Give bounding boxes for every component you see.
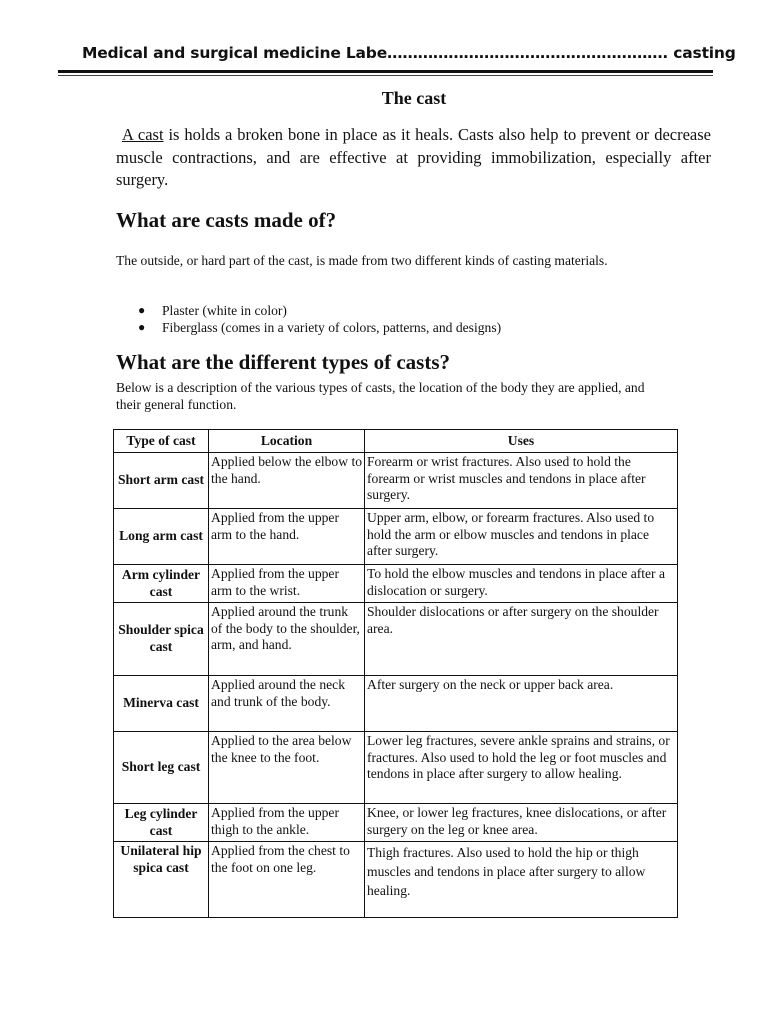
types-paragraph: Below is a description of the various types of casts, the location of the body they are applied, and their general function.	[116, 380, 645, 412]
intro-link-text: A cast	[122, 125, 164, 144]
page-header-title: Medical and surgical medicine Labe………………………………………………. casting	[82, 44, 736, 62]
bullet-icon: ●	[138, 320, 146, 334]
cell-uses: Upper arm, elbow, or forearm fractures. Also used to hold the arm or elbow muscles and tendons in place after surgery.	[365, 509, 678, 565]
section-heading-types: What are the different types of casts?	[116, 350, 451, 374]
table-row	[114, 804, 678, 842]
intro-paragraph	[116, 124, 711, 192]
column-header-uses: Uses	[365, 430, 678, 453]
cell-type: Leg cylinder cast	[114, 804, 209, 842]
table-row	[114, 565, 678, 603]
cell-type: Short arm cast	[114, 453, 209, 509]
cell-type: Short leg cast	[114, 732, 209, 804]
table-row	[114, 453, 678, 509]
bullet-icon: ●	[138, 303, 146, 317]
list-item	[116, 302, 676, 319]
table-row	[114, 842, 678, 918]
cell-type: Arm cylinder cast	[114, 565, 209, 603]
cell-type: Unilateral hip spica cast	[114, 842, 209, 918]
cell-type: Minerva cast	[114, 676, 209, 732]
materials-paragraph: The outside, or hard part of the cast, is made from two different kinds of casting materials.	[116, 253, 608, 268]
cell-uses: After surgery on the neck or upper back area.	[365, 676, 678, 732]
cell-location: Applied below the elbow to the hand.	[209, 453, 365, 509]
cell-location: Applied from the chest to the foot on one leg.	[209, 842, 365, 918]
column-header-type: Type of cast	[114, 430, 209, 453]
cell-uses: Forearm or wrist fractures. Also used to hold the forearm or wrist muscles and tendons in place after surgery.	[365, 453, 678, 509]
table-row	[114, 676, 678, 732]
list-item	[116, 319, 676, 336]
column-header-location: Location	[209, 430, 365, 453]
header-rule-thick	[58, 70, 713, 73]
header-rule-thin	[58, 75, 713, 76]
cell-type: Shoulder spica cast	[114, 603, 209, 676]
cell-location: Applied from the upper thigh to the ankle.	[209, 804, 365, 842]
table-header-row	[114, 430, 678, 453]
list-item-text: Fiberglass (comes in a variety of colors, patterns, and designs)	[162, 320, 502, 335]
document-title: The cast	[381, 88, 447, 108]
cell-uses: Knee, or lower leg fractures, knee dislocations, or after surgery on the leg or knee area.	[365, 804, 678, 842]
materials-list	[116, 302, 676, 336]
cell-location: Applied to the area below the knee to the foot.	[209, 732, 365, 804]
cell-type: Long arm cast	[114, 509, 209, 565]
table-row	[114, 509, 678, 565]
section-heading-materials: What are casts made of?	[116, 208, 337, 232]
cell-location: Applied around the trunk of the body to the shoulder, arm, and hand.	[209, 603, 365, 676]
cast-types-table	[113, 429, 678, 918]
cell-uses: Lower leg fractures, severe ankle sprains and strains, or fractures. Also used to hold the leg or foot muscles and tendons in place after surgery to allow healing.	[365, 732, 678, 804]
cell-uses: Shoulder dislocations or after surgery on the shoulder area.	[365, 603, 678, 676]
intro-text: is holds a broken bone in place as it heals. Casts also help to prevent or decrease muscle contractions, and are effective at providing immobilization, especially after surgery.	[116, 125, 711, 189]
cell-uses: Thigh fractures. Also used to hold the hip or thigh muscles and tendons in place after surgery to allow healing.	[365, 842, 678, 918]
cell-uses: To hold the elbow muscles and tendons in place after a dislocation or surgery.	[365, 565, 678, 603]
list-item-text: Plaster (white in color)	[162, 303, 287, 318]
table-row	[114, 603, 678, 676]
cell-location: Applied around the neck and trunk of the body.	[209, 676, 365, 732]
table-row	[114, 732, 678, 804]
cell-location: Applied from the upper arm to the wrist.	[209, 565, 365, 603]
cell-location: Applied from the upper arm to the hand.	[209, 509, 365, 565]
